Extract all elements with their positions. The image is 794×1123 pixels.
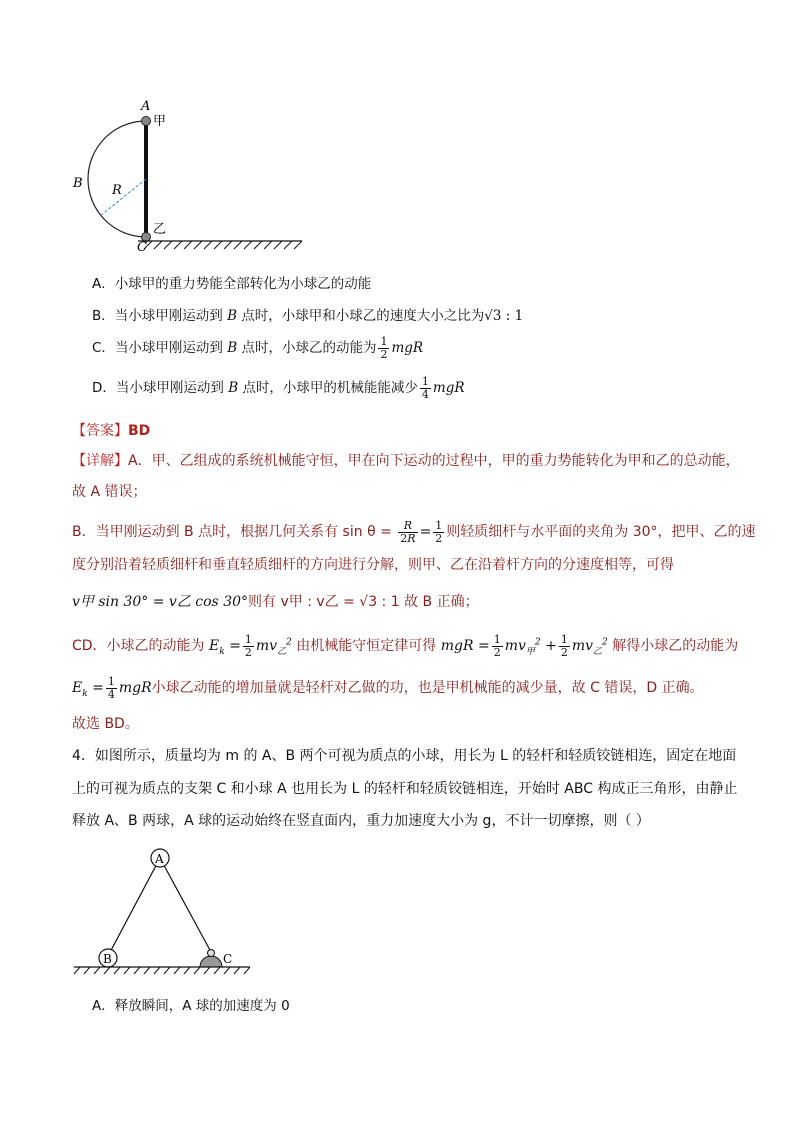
option-text: 当小球甲刚运动到: [114, 340, 228, 357]
answer-line: [72, 420, 150, 440]
label-B: B: [103, 952, 112, 966]
figure-triangle: [70, 840, 260, 980]
option-text: 点时，小球甲和小球乙的速度大小之比为: [236, 308, 485, 324]
point-label: B: [227, 308, 237, 324]
semicircle-arc: [88, 121, 146, 237]
option-text: 当小球甲刚运动到: [114, 308, 228, 324]
option-key: A．: [92, 998, 115, 1014]
point-label: B: [228, 380, 239, 397]
hinge-C: [208, 950, 215, 957]
detail-label: 【详解】: [72, 453, 128, 469]
answer-label: 【答案】: [72, 423, 128, 439]
detail-line-4: 度分别沿着轻质细杆和垂直轻质细杆的方向进行分解，则甲、乙在沿着杆方向的分速度相等，可得: [72, 557, 674, 573]
ground-hatch: [74, 967, 250, 974]
radius-line: [100, 179, 146, 216]
option-c: [92, 336, 423, 360]
option-key: A．: [92, 276, 115, 292]
label-C: C: [137, 240, 147, 252]
fraction: $\frac{1}{2}$: [244, 633, 252, 659]
detail-line-7: $E_k$ = $\frac{1}{4}$ mgR小球乙动能的增加量就是轻杆对乙做的功，也是甲机械能的减少量，故 C 错误，D 正确。: [72, 675, 704, 701]
figure-semicircle-rod: [60, 92, 310, 252]
math-ratio: √3 : 1: [484, 308, 524, 324]
math-expr: mgR: [391, 340, 424, 357]
frac-num: 1: [421, 375, 429, 388]
frac-num: 1: [380, 335, 388, 348]
math-expr: mgR: [432, 380, 465, 397]
fraction: [420, 376, 431, 400]
detail-line-2: 故 A 错误；: [72, 484, 147, 500]
detail-text: B．当甲刚运动到 B 点时，根据几何关系有 sin θ =: [72, 524, 392, 541]
option-b: [92, 304, 523, 324]
detail-line-6: CD．小球乙的动能为 $E_k$ = $\frac{1}{2}$ $mv_乙^2$ 由机械能守恒定律可得 mgR = $\frac{1}{2}$ $mv_甲^2$ + $\frac{1}{2}$ $mv_乙^2$ 解得小球乙的动能为: [72, 633, 739, 659]
label-B: B: [73, 176, 83, 191]
label-A: A: [155, 852, 164, 866]
math-velocity-eq: v甲 sin 30° = v乙 cos 30°: [72, 594, 249, 610]
label-R: R: [112, 183, 122, 198]
frac-den: 2: [380, 347, 388, 361]
option-key: C．: [92, 340, 115, 357]
rod-AB: [108, 858, 160, 956]
option-key: B．: [92, 308, 115, 324]
option-text: 点时，小球甲的机械能能减少: [238, 380, 418, 397]
detail-text: 由机械能守恒定律可得: [296, 638, 437, 655]
frac-den: 4: [421, 387, 429, 401]
detail-text: 小球乙动能的增加量就是轻杆对乙做的功，也是甲机械能的减少量，故 C 错误，D 正确。: [151, 680, 704, 697]
label-C: C: [223, 952, 233, 966]
option-text: 释放瞬间，A 球的加速度为 0: [114, 998, 290, 1014]
label-jia: 甲: [153, 114, 167, 129]
option-text: 小球甲的重力势能全部转化为小球乙的动能: [114, 276, 372, 292]
question4-line-1: 4．如图所示，质量均为 m 的 A、B 两个可视为质点的小球，用长为 L 的轻杆和轻质铰链相连，固定在地面: [72, 748, 737, 764]
option-a: [92, 272, 371, 292]
detail-text: 则轻质细杆与水平面的夹角为 30°，把甲、乙的速: [446, 524, 756, 541]
detail-text: A．甲、乙组成的系统机械能守恒，甲在向下运动的过程中，甲的重力势能转化为甲和乙的总动能，: [128, 453, 740, 469]
rod-AC: [160, 858, 211, 952]
detail-line-3: B．当甲刚运动到 B 点时，根据几何关系有 sin θ = $\frac{R}{2R}$ = $\frac{1}{2}$ 则轻质细杆与水平面的夹角为 30°，把甲、乙的速: [72, 519, 756, 545]
detail-line-5: [72, 594, 479, 611]
answer-value: BD: [128, 423, 151, 439]
label-yi: 乙: [153, 222, 167, 237]
option-text: 点时，小球乙的动能为: [237, 340, 377, 357]
detail-text: CD．小球乙的动能为: [72, 638, 205, 655]
detail-text: 解得小球乙的动能为: [612, 638, 739, 655]
option-d: [92, 376, 465, 400]
point-label: B: [227, 340, 238, 357]
question4-line-2: 上的可视为质点的支架 C 和小球 A 也用长为 L 的轻杆和轻质铰链相连，开始时 ABC 构成正三角形，由静止: [72, 781, 738, 797]
ground-hatch: [144, 241, 302, 249]
fraction: [378, 336, 389, 360]
fraction-R-2R: $\frac{R}{2R}$: [400, 519, 416, 545]
q4-option-a: [92, 994, 290, 1014]
option-key: D．: [92, 380, 116, 397]
detail-line-1: [72, 453, 740, 470]
detail-text: 则有 v甲 : v乙 = √3 : 1 故 B 正确；: [248, 594, 479, 610]
support-C: [200, 956, 222, 967]
detail-conclusion: 故选 BD。: [72, 716, 139, 732]
question4-line-3: 释放 A、B 两球，A 球的运动始终在竖直面内，重力加速度大小为 g，不计一切摩擦，则（ ）: [72, 813, 650, 829]
label-A: A: [141, 99, 151, 114]
fraction-half: $\frac{1}{2}$: [435, 519, 443, 545]
option-text: 当小球甲刚运动到: [115, 380, 229, 397]
ball-jia: [142, 117, 151, 126]
